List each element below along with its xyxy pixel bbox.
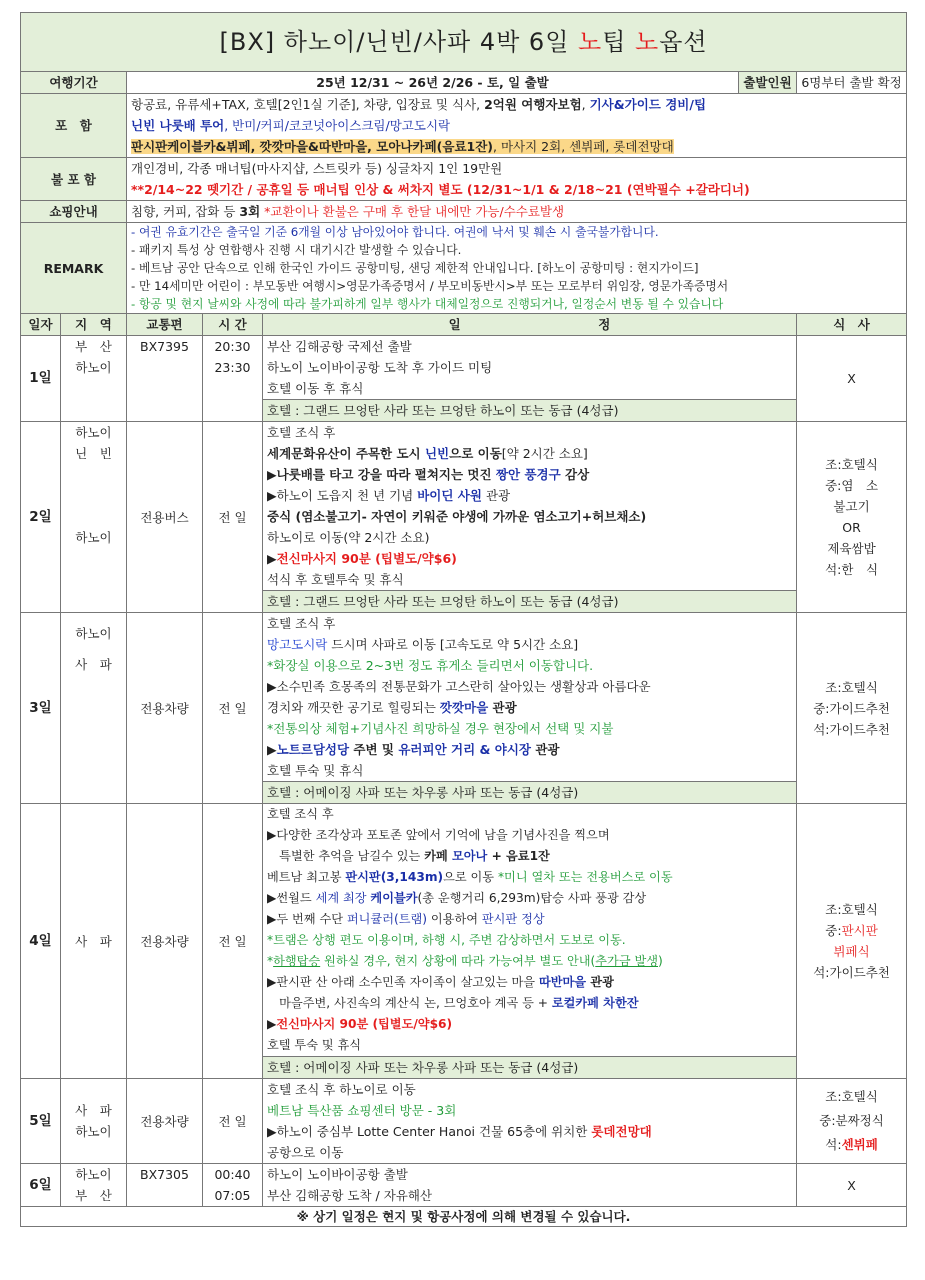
day6-region: 하노이 부 산 bbox=[61, 1164, 127, 1207]
day3-row bbox=[21, 613, 907, 782]
day3-region: 하노이 사 파 bbox=[61, 613, 127, 804]
exclude-label: 불 포 함 bbox=[21, 158, 127, 201]
day5-transport: 전용차량 bbox=[127, 1079, 203, 1164]
day4-time: 전 일 bbox=[203, 804, 263, 1079]
col-meal: 식 사 bbox=[797, 314, 907, 336]
day1-transport: BX7395 bbox=[127, 336, 203, 422]
include-label: 포 함 bbox=[21, 94, 127, 158]
day3-label: 3일 bbox=[21, 613, 61, 804]
schedule-header bbox=[21, 314, 907, 336]
day1-schedule: 부산 김해공항 국제선 출발 하노이 노이바이공항 도착 후 가이드 미팅 호텔 이동 후 휴식 bbox=[263, 336, 797, 400]
day3-hotel: 호텔 : 어메이징 사파 또는 차우롱 사파 또는 동급 (4성급) bbox=[263, 782, 797, 804]
col-transport: 교통편 bbox=[127, 314, 203, 336]
period-label: 여행기간 bbox=[21, 72, 127, 94]
remark-row bbox=[21, 223, 907, 314]
day4-hotel: 호텔 : 어메이징 사파 또는 차우롱 사파 또는 동급 (4성급) bbox=[263, 1057, 797, 1079]
day2-schedule: 호텔 조식 후 세계문화유산이 주목한 도시 닌빈으로 이동[약 2시간 소요] ▶나룻배를 타고 강을 따라 펼쳐지는 멋진 짱안 풍경구 감상 ▶하노이 도읍지 천 년 기념 바이딘 사원 관광 중식 (염소불고기- 자연이 키워준 야생에 가까운 염소고기+허브채소) 하노이로 이동(약 2시간 소요) ▶전신마사지 90분 (팁별도/약$6) 석식 후 호텔투숙 및 휴식 bbox=[263, 422, 797, 591]
day2-hotel: 호텔 : 그랜드 므엉탄 사라 또는 므엉탄 하노이 또는 동급 (4성급) bbox=[263, 591, 797, 613]
title-row bbox=[21, 13, 907, 72]
day4-transport: 전용차량 bbox=[127, 804, 203, 1079]
day2-label: 2일 bbox=[21, 422, 61, 613]
remark-content: - 여권 유효기간은 출국일 기준 6개월 이상 남아있어야 합니다. 여권에 낙서 및 훼손 시 출국불가합니다. - 패키지 특성 상 연합행사 진행 시 대기시간 발생할 수 있습니다. - 베트남 공안 단속으로 인해 한국인 가이드 공항미팅, 샌딩 제한적 안내입니다. [하노이 공항미팅 : 현지가이드] - 만 14세미만 어린이 : 부모동반 여행시>영문가족증명서 / 부모비동반시>부 또는 모로부터 위임장, 영문가족증명서 - 항공 및 현지 날씨와 사정에 따라 불가피하게 일부 행사가 대체일정으로 진행되거나, 일정순서 변동 될 수 있습니다 bbox=[127, 223, 907, 314]
col-time: 시 간 bbox=[203, 314, 263, 336]
col-schedule: 일 정 bbox=[263, 314, 797, 336]
day6-time: 00:40 07:05 bbox=[203, 1164, 263, 1207]
day4-meal: 조:호텔식 중:판시판 뷔페식 석:가이드추천 bbox=[797, 804, 907, 1079]
day2-row bbox=[21, 422, 907, 591]
day1-meal: X bbox=[797, 336, 907, 422]
day6-row bbox=[21, 1164, 907, 1207]
day5-row bbox=[21, 1079, 907, 1164]
day2-time: 전 일 bbox=[203, 422, 263, 613]
pax-value: 6명부터 출발 확정 bbox=[797, 72, 907, 94]
col-region: 지 역 bbox=[61, 314, 127, 336]
day5-meal: 조:호텔식 중:분짜정식 석:센뷔페 bbox=[797, 1079, 907, 1164]
day1-hotel: 호텔 : 그랜드 므엉탄 사라 또는 므엉탄 하노이 또는 동급 (4성급) bbox=[263, 400, 797, 422]
day2-region: 하노이 닌 빈 하노이 bbox=[61, 422, 127, 613]
day3-transport: 전용차량 bbox=[127, 613, 203, 804]
day4-label: 4일 bbox=[21, 804, 61, 1079]
remark-label: REMARK bbox=[21, 223, 127, 314]
itinerary-table bbox=[20, 12, 907, 1227]
day1-row bbox=[21, 336, 907, 400]
day4-region: 사 파 bbox=[61, 804, 127, 1079]
footer-row bbox=[21, 1207, 907, 1227]
itinerary-sheet bbox=[20, 12, 906, 1227]
day6-transport: BX7305 bbox=[127, 1164, 203, 1207]
day3-time: 전 일 bbox=[203, 613, 263, 804]
period-value: 25년 12/31 ~ 26년 2/26 - 토, 일 출발 bbox=[127, 72, 739, 94]
include-row bbox=[21, 94, 907, 158]
period-row bbox=[21, 72, 907, 94]
day5-region: 사 파 하노이 bbox=[61, 1079, 127, 1164]
day2-meal: 조:호텔식 중:염 소 불고기 OR 제육쌈밥 석:한 식 bbox=[797, 422, 907, 613]
include-content: 항공료, 유류세+TAX, 호텔[2인1실 기준], 차량, 입장료 및 식사, 2억원 여행자보험, 기사&가이드 경비/팁 닌빈 나룻배 투어, 반미/커피/코코넛아이스크림/망고도시락 판시판케이블카&뷔페, 깟깟마을&따반마을, 모아나카페(음료1잔), 마사지 2회, 센뷔페, 롯데전망대 bbox=[127, 94, 907, 158]
day2-transport: 전용버스 bbox=[127, 422, 203, 613]
day1-label: 1일 bbox=[21, 336, 61, 422]
day4-row bbox=[21, 804, 907, 1057]
day5-label: 5일 bbox=[21, 1079, 61, 1164]
day6-label: 6일 bbox=[21, 1164, 61, 1207]
page-title: [BX] 하노이/닌빈/사파 4박 6일 노팁 노옵션 bbox=[21, 13, 907, 72]
shopping-row bbox=[21, 201, 907, 223]
day3-schedule: 호텔 조식 후 망고도시락 드시며 사파로 이동 [고속도로 약 5시간 소요] *화장실 이용으로 2~3번 정도 휴게소 들리면서 이동합니다. ▶소수민족 흐몽족의 전통문화가 고스란히 살아있는 생활상과 아름다운 경치와 깨끗한 공기로 힐링되는 깟깟마을 관광 *전통의상 체험+기념사진 희망하실 경우 현장에서 선택 및 지불 ▶노트르담성당 주변 및 유러피안 거리 & 야시장 관광 호텔 투숙 및 휴식 bbox=[263, 613, 797, 782]
day6-schedule: 하노이 노이바이공항 출발 부산 김해공항 도착 / 자유해산 bbox=[263, 1164, 797, 1207]
footer-note: ※ 상기 일정은 현지 및 항공사정에 의해 변경될 수 있습니다. bbox=[21, 1207, 907, 1227]
exclude-row bbox=[21, 158, 907, 201]
day4-schedule: 호텔 조식 후 ▶다양한 조각상과 포토존 앞에서 기억에 남을 기념사진을 찍으며 특별한 추억을 남길수 있는 카페 모아나 + 음료1잔 베트남 최고봉 판시판(3,143m)으로 이동 *미니 열차 또는 전용버스로 이동 ▶썬월드 세계 최장 케이블카(총 운행거리 6,293m)탑승 사파 풍광 감상 ▶두 번째 수단 퍼니큘러(트램) 이용하여 판시판 정상 *트램은 상행 편도 이용이며, 하행 시, 주변 감상하면서 도보로 이동. *하행탑승 원하실 경우, 현지 상황에 따라 가능여부 별도 안내(추가금 발생) ▶판시판 산 아래 소수민족 자이족이 살고있는 마을 따반마을 관광 마을주변, 사진속의 계산식 논, 므엉호아 계곡 등 + 로컬카페 차한잔 ▶전신마사지 90분 (팁별도/약$6) 호텔 투숙 및 휴식 bbox=[263, 804, 797, 1057]
day6-meal: X bbox=[797, 1164, 907, 1207]
day5-time: 전 일 bbox=[203, 1079, 263, 1164]
day5-schedule: 호텔 조식 후 하노이로 이동 베트남 특산품 쇼핑센터 방문 - 3회 ▶하노이 중심부 Lotte Center Hanoi 건물 65층에 위치한 롯데전망대 공항으로 이동 bbox=[263, 1079, 797, 1164]
pax-label: 출발인원 bbox=[739, 72, 797, 94]
col-day: 일자 bbox=[21, 314, 61, 336]
day3-meal: 조:호텔식 중:가이드추천 석:가이드추천 bbox=[797, 613, 907, 804]
day1-region: 부 산 하노이 bbox=[61, 336, 127, 422]
day1-time: 20:30 23:30 bbox=[203, 336, 263, 422]
exclude-content: 개인경비, 각종 매너팁(마사지샵, 스트릿카 등) 싱글차지 1인 19만원 **2/14~22 뗏기간 / 공휴일 등 매너팁 인상 & 써차지 별도 (12/31~1/1 & 2/18~21 (연박필수 +갈라디너) bbox=[127, 158, 907, 201]
shopping-label: 쇼핑안내 bbox=[21, 201, 127, 223]
shopping-content: 침향, 커피, 잡화 등 3회 *교환이나 환불은 구매 후 한달 내에만 가능/수수료발생 bbox=[127, 201, 907, 223]
